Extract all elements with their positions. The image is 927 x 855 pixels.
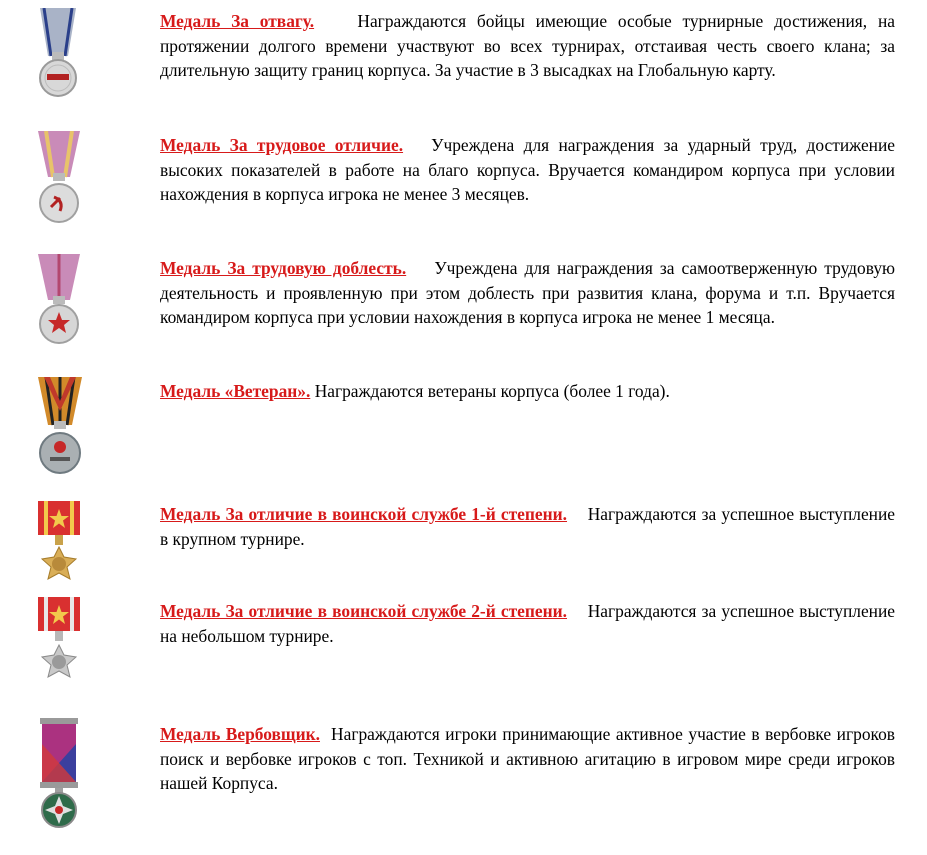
medal-description: Награждаются ветераны корпуса (более 1 года). xyxy=(314,381,670,401)
medal-description: Награждаются за успешное выступление на небольшом турнире. xyxy=(160,601,896,646)
medal-labor-valor-icon xyxy=(34,254,84,346)
medal-labor-distinction-icon xyxy=(34,131,84,225)
medal-entry-veteran xyxy=(160,379,895,404)
medal-description: Учреждена для награждения за ударный труд, достижение высоких показателей в работе на благо корпуса. Вручается командиром корпуса при условии нахождения в корпуса игрока не менее 3 месяцев. xyxy=(160,135,895,204)
medal-entry-for-courage xyxy=(160,9,895,83)
medal-title: Медаль За отличие в воинской службе 2-й степени. xyxy=(160,601,568,621)
medal-recruiter-icon xyxy=(34,718,84,834)
medal-title: Медаль «Ветеран». xyxy=(160,381,311,401)
medal-title: Медаль За трудовое отличие. xyxy=(160,135,404,155)
medal-title: Медаль За отвагу. xyxy=(160,11,315,31)
medal-veteran-icon xyxy=(34,377,86,475)
medal-title: Медаль За отличие в воинской службе 1-й степени. xyxy=(160,504,568,524)
medal-entry-recruiter xyxy=(160,722,895,796)
medal-description: Награждаются игроки принимающие активное участие в вербовке игроков поиск и вербовке игроков с топ. Техникой и активною агитацию в игровом мире среди игроков нашей Корпуса. xyxy=(160,724,895,793)
medal-entry-military-service-1st xyxy=(160,502,895,551)
medal-entry-military-service-2nd xyxy=(160,599,895,648)
medal-entry-labor-valor xyxy=(160,256,895,330)
medal-description: Награждаются бойцы имеющие особые турнирные достижения, на протяжении долгого времени участвуют во всех турнирах, отстаивая честь своего клана; за длительную защиту границ корпуса. За участие в 3 высадках на Глобальную карту. xyxy=(160,11,896,80)
medal-title: Медаль Вербовщик. xyxy=(160,724,320,744)
medal-description: Награждаются за успешное выступление в крупном турнире. xyxy=(160,504,896,549)
medal-description: Учреждена для награждения за самоотверженную трудовую деятельность и проявленную при этом доблесть при развития клана, форума и т.п. Вручается командиром корпуса при условии нахождения в корпуса игрока не менее 1 месяца. xyxy=(160,258,896,327)
medal-military-service-2nd-class-icon xyxy=(34,597,84,691)
medal-entry-labor-distinction xyxy=(160,133,895,207)
medal-military-service-1st-class-icon xyxy=(34,501,84,589)
medal-title: Медаль За трудовую доблесть. xyxy=(160,258,407,278)
medal-for-courage-icon xyxy=(34,8,82,98)
